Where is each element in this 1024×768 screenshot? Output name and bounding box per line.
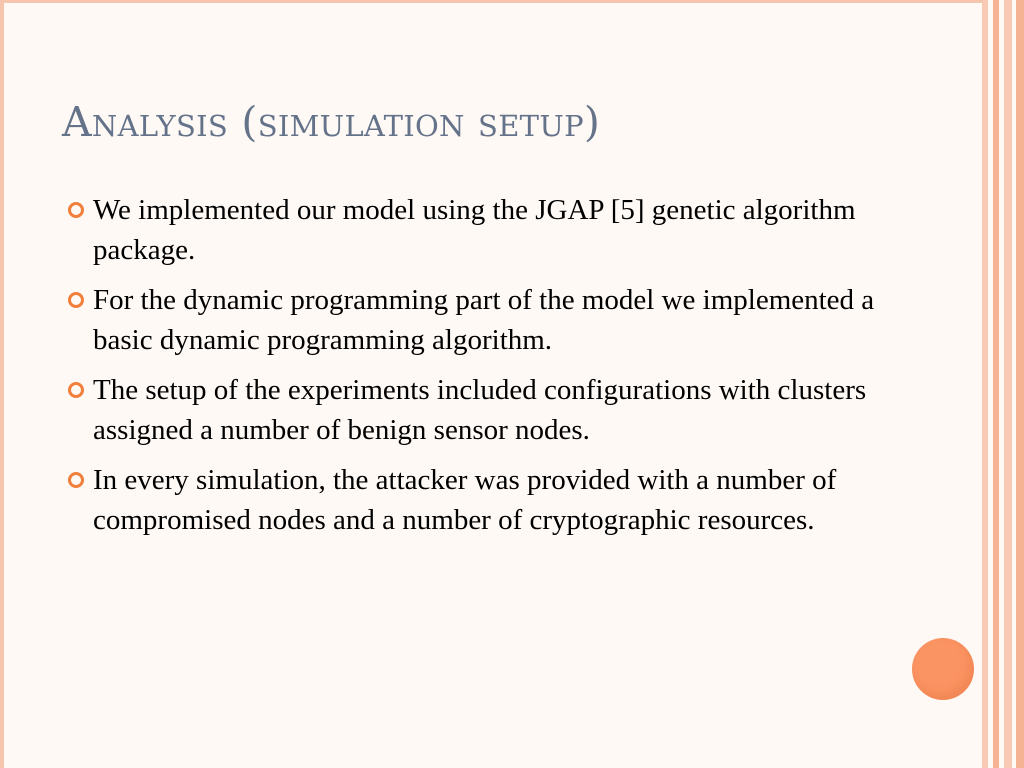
bullet-item (62, 280, 892, 360)
bullet-text: The setup of the experiments included configurations with clusters assigned a number of benign sensor nodes. (93, 374, 867, 446)
hollow-circle-bullet-icon (68, 382, 84, 398)
bullet-item (62, 370, 892, 450)
bullet-item (62, 460, 892, 540)
hollow-circle-bullet-icon (68, 292, 84, 308)
bullet-list (62, 190, 892, 550)
bullet-text: We implemented our model using the JGAP [5] genetic algorithm package. (93, 194, 856, 266)
bullet-item (62, 190, 892, 270)
slide-title: Analysis (simulation setup) (62, 98, 601, 146)
stripe (1016, 0, 1024, 768)
decorative-stripes (982, 0, 1024, 768)
decorative-orb (912, 638, 974, 700)
bullet-text: For the dynamic programming part of the model we implemented a basic dynamic programming algorithm. (93, 284, 875, 356)
bullet-text: In every simulation, the attacker was provided with a number of compromised nodes and a number of cryptographic resources. (93, 464, 837, 536)
hollow-circle-bullet-icon (68, 202, 84, 218)
hollow-circle-bullet-icon (68, 472, 84, 488)
stripe (1004, 0, 1012, 768)
